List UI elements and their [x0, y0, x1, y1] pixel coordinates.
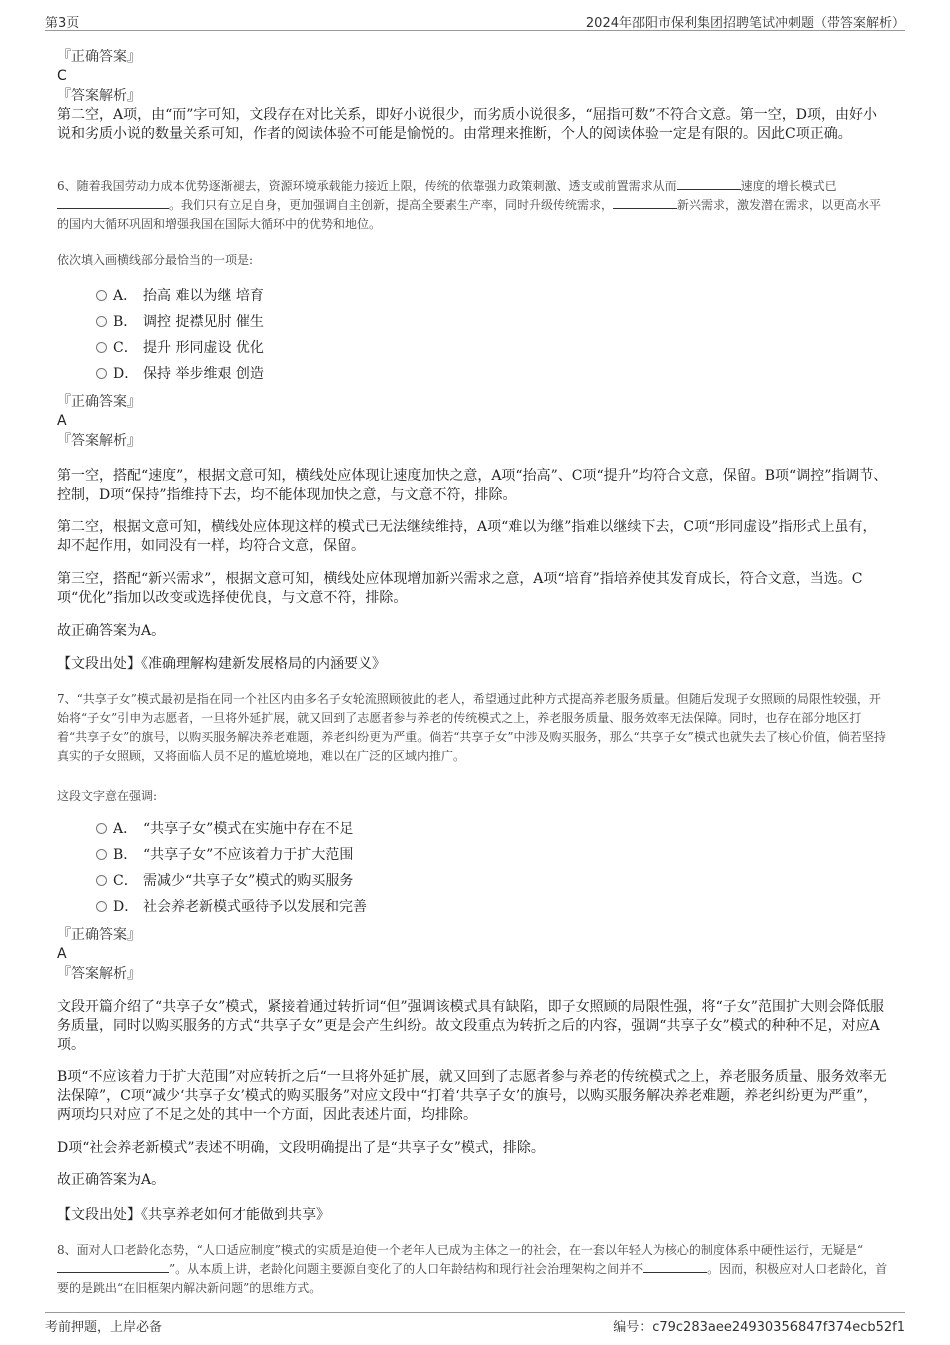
q6-analysis-paragraph: 第二空，根据文意可知，横线处应体现这样的模式已无法继续维持，A项“难以为继”指难以继续下去，C项“形同虚设”指形式上虽有，却不起作用，如同没有一样，均符合文意，保留。: [57, 519, 877, 554]
q7-option-b[interactable]: B． “共享子女”不应该着力于扩大范围: [96, 845, 353, 865]
q6-option-c[interactable]: C． 提升 形同虚设 优化: [96, 338, 264, 358]
q6-prompt: 依次填入画横线部分最恰当的一项是:: [57, 253, 254, 267]
q7-analysis-paragraph: B项“不应该着力于扩大范围”对应转折之后“一旦将外延扩展，就又回到了志愿者参与养老的传统模式之上，养老服务质量、服务效率无法保障”，C项“减少‘共享子女’模式的购买服务”对应文段中“打着‘共享子女’的旗号，以购买服务解决养老难题，养老纠纷更为严重”，两项均只对应了不足之处的其中一个方面，因此表述片面，均排除。: [57, 1069, 887, 1123]
page-number: 第3页: [45, 16, 80, 31]
q7-source: 【文段出处】《共享养老如何才能做到共享》: [57, 1207, 330, 1223]
analysis-label: 『答案解析』: [57, 88, 141, 104]
correct-answer-label: 『正确答案』: [57, 49, 141, 65]
correct-answer-value: C: [57, 68, 67, 84]
q7-stem: 7、“共享子女”模式最初是指在同一个社区内由多名子女轮流照顾彼此的老人，希望通过此种方式提高养老服务质量。但随后发现子女照顾的局限性较强，开始将“子女”引申为志愿者，一旦将外延扩展，就又回到了志愿者参与养老的传统模式之上，养老服务质量、服务效率无法保障。同时，也存在部分地区打着“共享子女”的旗号，以购买服务解决养老难题，养老纠纷更为严重。倘若“共享子女”中涉及购买服务，那么“共享子女”模式也就失去了核心价值，倘若坚持真实的子女照顾，又将面临人员不足的尴尬境地，难以在广泛的区域内推广。: [57, 692, 886, 763]
q7-option-a[interactable]: A． “共享子女”模式在实施中存在不足: [96, 819, 353, 839]
q6-analysis-paragraph: 第三空，搭配“新兴需求”，根据文意可知，横线处应体现增加新兴需求之意，A项“培育”指培养使其发育成长，符合文意，当选。C项“优化”指加以改变或选择使优良，与文意不符，排除。: [57, 571, 863, 606]
q6-conclusion: 故正确答案为A。: [57, 623, 166, 639]
page-footer: [45, 1312, 905, 1335]
fill-blank: [57, 196, 169, 209]
q7-prompt: 这段文字意在强调:: [57, 789, 158, 803]
q6-stem: 6、随着我国劳动力成本优势逐渐褪去，资源环境承载能力接近上限，传统的依靠强力政策刺激、透支或前置需求从而 速度的增长模式已。我们只有立足自身，更加强调自主创新，提高全要素生产率，同时升级传统需求， 新兴需求，激发潜在需求，以更高水平的国内大循环巩固和增强我国在国际大循环中的优势和地位。: [57, 179, 882, 231]
fill-blank: [57, 1260, 169, 1273]
radio-icon[interactable]: [96, 823, 107, 834]
radio-icon[interactable]: [96, 316, 107, 327]
fill-blank: [677, 177, 741, 190]
q7-answer-block: [57, 926, 887, 984]
correct-answer-label: 『正确答案』: [57, 394, 141, 410]
radio-icon[interactable]: [96, 901, 107, 912]
document-code: 编号：c79c283aee24930356847f374ecb52f1: [613, 1320, 905, 1335]
correct-answer-value: A: [57, 946, 67, 962]
q7-option-c[interactable]: C． 需减少“共享子女”模式的购买服务: [96, 871, 353, 891]
q6-option-b[interactable]: B． 调控 捉襟见肘 催生: [96, 312, 264, 332]
analysis-label: 『答案解析』: [57, 433, 141, 449]
q6-analysis-paragraph: 第一空，搭配“速度”，根据文意可知，横线处应体现让速度加快之意，A项“抬高”、C项“提升”均符合文意，保留。B项“调控”指调节、控制，D项“保持”指维持下去，均不能体现加快之意，与文意不符，排除。: [57, 468, 888, 503]
correct-answer-label: 『正确答案』: [57, 927, 141, 943]
q6-source: 【文段出处】《准确理解构建新发展格局的内涵要义》: [57, 656, 386, 672]
footer-slogan: 考前押题，上岸必备: [45, 1320, 163, 1335]
radio-icon[interactable]: [96, 849, 107, 860]
q6-option-a[interactable]: A． 抬高 难以为继 培育: [96, 286, 264, 306]
fill-blank: [643, 1260, 707, 1273]
q8-stem: 8、面对人口老龄化态势，“人口适应制度”模式的实质是迫使一个老年人已成为主体之一的社会，在一套以年轻人为核心的制度体系中硬性运行，无疑是“”。从本质上讲，老龄化问题主要源自变化了的人口年龄结构和现行社会治理架构之间并不 。因而，积极应对人口老龄化，首要的是跳出“在旧框架内解决新问题”的思维方式。: [57, 1243, 888, 1295]
correct-answer-value: A: [57, 413, 67, 429]
radio-icon[interactable]: [96, 290, 107, 301]
radio-icon[interactable]: [96, 368, 107, 379]
q7-analysis-paragraph: D项“社会养老新模式”表述不明确，文段明确提出了是“共享子女”模式，排除。: [57, 1140, 545, 1156]
radio-icon[interactable]: [96, 342, 107, 353]
q6-answer-block: [57, 393, 887, 451]
q7-conclusion: 故正确答案为A。: [57, 1172, 166, 1188]
radio-icon[interactable]: [96, 875, 107, 886]
analysis-text: 第二空，A项，由“而”字可知，文段存在对比关系，即好小说很少，而劣质小说很多，“屈指可数”不符合文意。第一空，D项，由好小说和劣质小说的数量关系可知，作者的阅读体验不可能是愉悦的。由常理来推断，个人的阅读体验一定是有限的。因此C项正确。: [57, 107, 877, 142]
q6-option-d[interactable]: D． 保持 举步维艰 创造: [96, 364, 264, 384]
analysis-label: 『答案解析』: [57, 966, 141, 982]
q7-analysis-paragraph: 文段开篇介绍了“共享子女”模式，紧接着通过转折词“但”强调该模式具有缺陷，即子女照顾的局限性强，将“子女”范围扩大则会降低服务质量，同时以购买服务的方式“共享子女”更是会产生纠纷。故文段重点为转折之后的内容，强调“共享子女”模式的种种不足，对应A项。: [57, 999, 884, 1053]
document-title: 2024年邵阳市保利集团招聘笔试冲刺题（带答案解析）: [585, 16, 905, 31]
page-header: [45, 10, 905, 31]
q7-option-d[interactable]: D． 社会养老新模式亟待予以发展和完善: [96, 897, 367, 917]
fill-blank: [613, 196, 677, 209]
q5-answer-block: [57, 48, 887, 144]
